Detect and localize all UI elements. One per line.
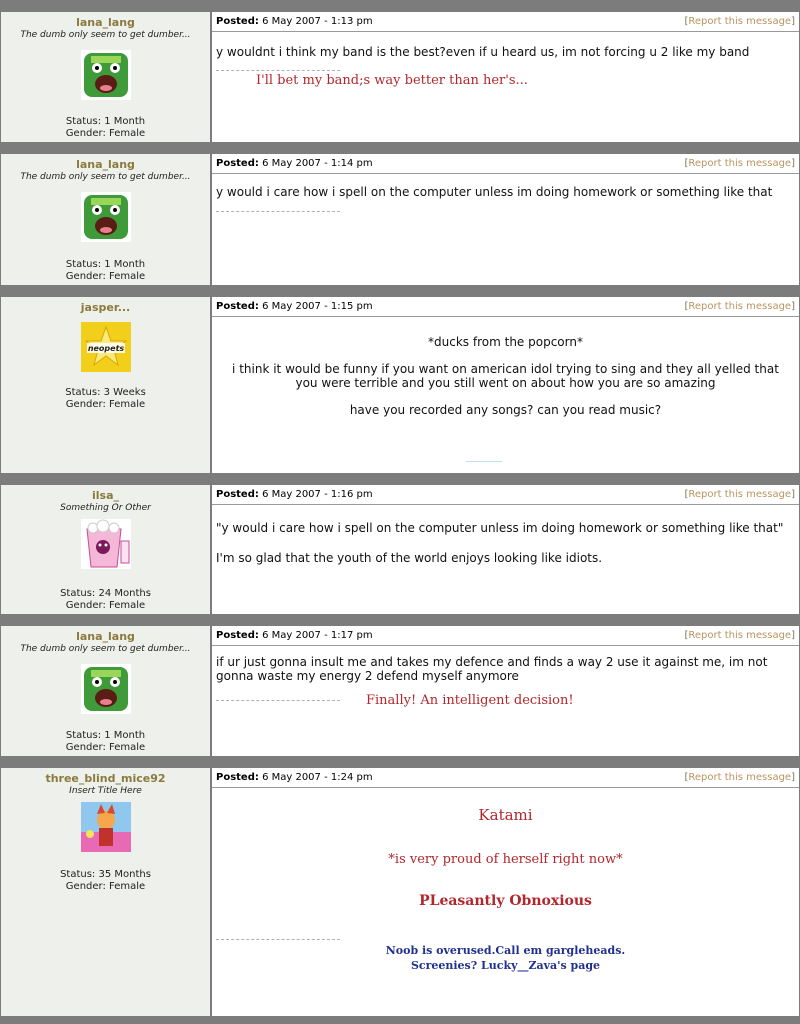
user-gender: Gender: Female	[65, 600, 146, 611]
forum-post	[0, 614, 800, 756]
author-panel	[1, 12, 211, 142]
report-link[interactable]: Report this message	[688, 489, 792, 500]
quiggle-frog-icon	[81, 192, 131, 242]
report-link[interactable]: Report this message	[688, 16, 792, 27]
post-timestamp: Posted: 6 May 2007 - 1:17 pm	[216, 630, 373, 641]
author-panel	[1, 768, 211, 1016]
post-text: *ducks from the popcorn* i think it would be funny if you want on american idol trying to sing and they all yelled that you were terrible and you still went on about how you are so amazing have you recorded any songs? can you read music?	[232, 335, 779, 417]
post-content: Posted: 6 May 2007 - 1:17 pm [Report this message] if ur just gonna insult me and takes my defence and finds a way 2 use it against me, im not gonna waste my energy 2 defend myself anymore Finally! An intelligent decision!	[212, 626, 799, 756]
signature-divider	[216, 211, 340, 212]
post-text: "y would i care how i spell on the computer unless im doing homework or something like that" I'm so glad that the youth of the world enjoys looking like idiots.	[216, 521, 784, 565]
user-title: The dumb only seem to get dumber...	[20, 644, 191, 654]
quiggle-frog-icon	[81, 664, 131, 714]
signature-divider	[216, 939, 340, 940]
post-content: Posted: 6 May 2007 - 1:13 pm [Report this message] y wouldnt i think my band is the best?even if u heard us, im not forcing u 2 like my band I'll bet my band;s way better than her's...	[212, 12, 799, 142]
post-content: Posted: 6 May 2007 - 1:14 pm [Report this message] y would i care how i spell on the computer unless im doing homework or something like that	[212, 154, 799, 285]
username[interactable]: lana_lang	[76, 158, 135, 171]
post-timestamp: Posted: 6 May 2007 - 1:13 pm	[216, 16, 373, 27]
signature-text: Finally! An intelligent decision!	[366, 693, 574, 708]
username[interactable]: ilsa_	[91, 489, 119, 502]
username[interactable]: three_blind_mice92	[45, 772, 166, 785]
user-status: Status: 1 Month	[65, 730, 146, 741]
post-timestamp: Posted: 6 May 2007 - 1:16 pm	[216, 489, 373, 500]
user-gender: Gender: Female	[65, 881, 146, 892]
user-status: Status: 35 Months	[60, 869, 151, 880]
user-gender: Gender: Female	[65, 128, 146, 139]
post-content: Posted: 6 May 2007 - 1:16 pm [Report this message] "y would i care how i spell on the computer unless im doing homework or something like that" I'm so glad that the youth of the world enjoys looking like idiots.	[212, 485, 799, 614]
report-link[interactable]: Report this message	[688, 772, 792, 783]
report-link[interactable]: Report this message	[688, 630, 792, 641]
author-panel	[1, 626, 211, 756]
post-text: if ur just gonna insult me and takes my defence and finds a way 2 use it against me, im not gonna waste my energy 2 defend myself anymore	[216, 655, 768, 683]
user-gender: Gender: Female	[65, 399, 146, 410]
forum-post	[0, 285, 800, 473]
user-status: Status: 24 Months	[60, 588, 151, 599]
signature-text: I'll bet my band;s way better than her's...	[256, 73, 528, 88]
post-timestamp: Posted: 6 May 2007 - 1:14 pm	[216, 158, 373, 169]
neopets-star-icon	[81, 322, 131, 372]
forum-post	[0, 756, 800, 1024]
post-text: Katami *is very proud of herself right now* PLeasantly Obnoxious	[388, 806, 623, 909]
signature-text: Noob is overused.Call em gargleheads. Screenies? Lucky__Zava's page	[385, 944, 626, 972]
popcorn-box-icon	[81, 519, 131, 569]
username[interactable]: lana_lang	[76, 16, 135, 29]
post-timestamp: Posted: 6 May 2007 - 1:24 pm	[216, 772, 373, 783]
user-title: The dumb only seem to get dumber...	[20, 30, 191, 40]
username[interactable]: lana_lang	[76, 630, 135, 643]
user-status: Status: 3 Weeks	[65, 387, 146, 398]
cartoon-character-icon	[81, 802, 131, 852]
report-link[interactable]: Report this message	[688, 301, 792, 312]
post-content: Posted: 6 May 2007 - 1:24 pm [Report this message] Katami *is very proud of herself right now* PLeasantly Obnoxious Noob is overused.Call em gargleheads. Screenies? Lucky__Zava's page	[212, 768, 799, 1016]
user-status: Status: 1 Month	[65, 116, 146, 127]
quiggle-frog-icon	[81, 50, 131, 100]
user-title: The dumb only seem to get dumber...	[20, 172, 191, 182]
author-panel	[1, 297, 211, 473]
svg-text:neopets: neopets	[87, 344, 124, 353]
user-title: Something Or Other	[60, 503, 151, 513]
forum-post	[0, 142, 800, 285]
user-status: Status: 1 Month	[65, 259, 146, 270]
post-timestamp: Posted: 6 May 2007 - 1:15 pm	[216, 301, 373, 312]
signature-divider	[216, 70, 340, 71]
author-panel	[1, 485, 211, 614]
signature-divider	[216, 700, 340, 701]
signature-divider	[466, 461, 502, 462]
forum-post	[0, 0, 800, 142]
post-text: y wouldnt i think my band is the best?even if u heard us, im not forcing u 2 like my band	[216, 45, 750, 59]
report-link[interactable]: Report this message	[688, 158, 792, 169]
forum-post	[0, 473, 800, 614]
user-gender: Gender: Female	[65, 271, 146, 282]
author-panel	[1, 154, 211, 285]
post-content: Posted: 6 May 2007 - 1:15 pm [Report this message] *ducks from the popcorn* i think it would be funny if you want on american idol trying to sing and they all yelled that you were terrible and you still went on about how you are so amazing have you recorded any songs? can you read music?	[212, 297, 799, 473]
username[interactable]: jasper...	[80, 301, 131, 314]
post-text: y would i care how i spell on the computer unless im doing homework or something like that	[216, 185, 773, 199]
user-title: Insert Title Here	[69, 786, 142, 796]
user-gender: Gender: Female	[65, 742, 146, 753]
